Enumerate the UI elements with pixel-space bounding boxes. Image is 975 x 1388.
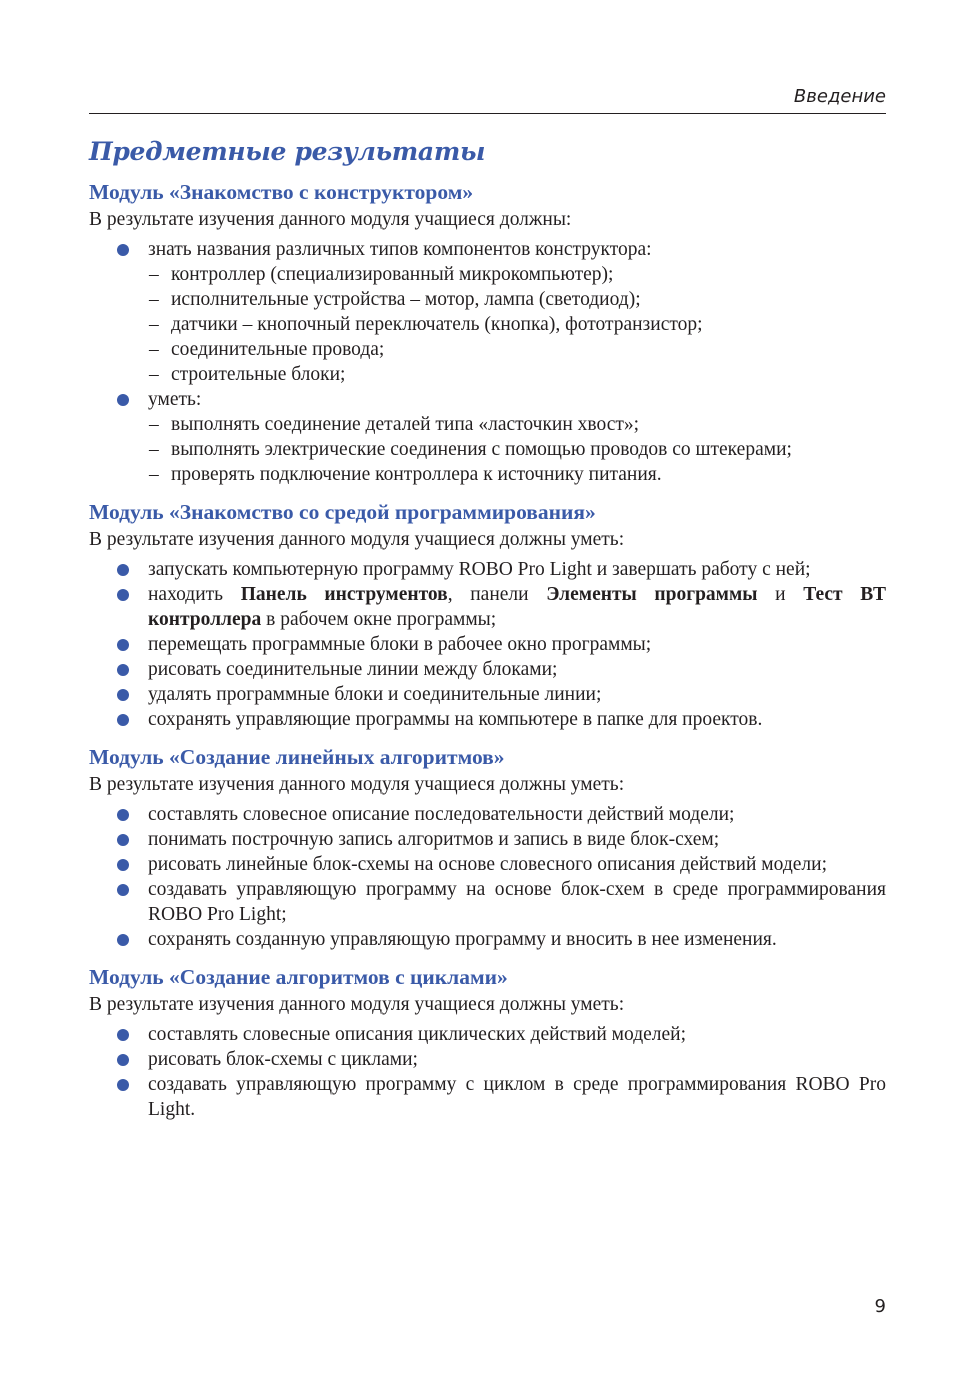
dash-item: – выполнять соединение деталей типа «ласточкин хвост»; [149,414,640,435]
list-item: удалять программные блоки и соединительные линии; [89,682,886,707]
bullet-icon [117,589,129,601]
bullet-icon [117,884,129,896]
module-2 [89,498,886,732]
module-intro: В результате изучения данного модуля учащиеся должны: [89,209,572,230]
dash-icon: – [149,314,159,335]
bullet-icon [117,244,129,256]
list-item: составлять словесное описание последовательности действий модели; [89,802,886,827]
dash-item: – соединительные провода; [149,339,385,360]
dash-item: – строительные блоки; [149,364,346,385]
list-item-text: знать названия различных типов компонентов конструктора: [148,239,652,260]
list-item-text: уметь: [148,389,202,410]
bullet-icon [117,934,129,946]
list-item: находить Панель инструментов, панели Элементы программы и Тест ВТ контроллера в рабочем окне программы; [89,582,886,632]
module-intro: В результате изучения данного модуля учащиеся должны уметь: [89,529,625,550]
bullet-icon [117,1054,129,1066]
dash-item: – датчики – кнопочный переключатель (кнопка), фототранзистор; [149,314,703,335]
dash-icon: – [149,414,159,435]
dash-icon: – [149,364,159,385]
list-item: понимать построчную запись алгоритмов и запись в виде блок-схем; [89,827,886,852]
dash-list [148,412,886,487]
dash-item: – контроллер (специализированный микрокомпьютер); [149,264,614,285]
list-item: создавать управляющую программу на основе блок-схем в среде программирования ROBO Pro Light; [89,877,886,927]
bullet-icon [117,394,129,406]
bullet-icon [117,859,129,871]
list-item: рисовать линейные блок-схемы на основе словесного описания действий модели; [89,852,886,877]
list-item: сохранять созданную управляющую программу и вносить в нее изменения. [89,927,886,952]
bullet-icon [117,564,129,576]
list-item: составлять словесные описания циклических действий моделей; [89,1022,886,1047]
list-item: запускать компьютерную программу ROBO Pro Light и завершать работу с ней; [89,557,886,582]
running-header: Введение [793,86,886,107]
page-content [89,134,886,1133]
dash-item: – исполнительные устройства – мотор, лампа (светодиод); [149,289,641,310]
dash-icon: – [149,439,159,460]
bullet-list [89,1022,886,1122]
dash-icon: – [149,289,159,310]
dash-item: – проверять подключение контроллера к источнику питания. [149,464,662,485]
dash-list [148,262,886,387]
page-number: 9 [874,1296,886,1317]
dash-item: – выполнять электрические соединения с помощью проводов со штекерами; [149,439,792,460]
bullet-icon [117,689,129,701]
header-rule [89,113,886,114]
bullet-icon [117,1029,129,1041]
section-title: Предметные результаты [89,137,486,166]
bullet-list [89,802,886,952]
bullet-icon [117,639,129,651]
module-3 [89,743,886,952]
module-intro: В результате изучения данного модуля учащиеся должны уметь: [89,994,625,1015]
list-item: рисовать блок-схемы с циклами; [89,1047,886,1072]
module-title: Модуль «Знакомство со средой программирования» [89,500,596,524]
bullet-icon [117,664,129,676]
bullet-icon [117,809,129,821]
bullet-list [89,237,886,487]
module-4 [89,963,886,1122]
list-item: создавать управляющую программу с циклом в среде программирования ROBO Pro Light. [89,1072,886,1122]
module-title: Модуль «Создание алгоритмов с циклами» [89,965,508,989]
list-item: рисовать соединительные линии между блоками; [89,657,886,682]
module-intro: В результате изучения данного модуля учащиеся должны уметь: [89,774,625,795]
list-item [89,387,886,487]
list-item [89,237,886,387]
bullet-list [89,557,886,732]
dash-icon: – [149,264,159,285]
list-item: сохранять управляющие программы на компьютере в папке для проектов. [89,707,886,732]
list-item: перемещать программные блоки в рабочее окно программы; [89,632,886,657]
module-title: Модуль «Знакомство с конструктором» [89,180,474,204]
dash-icon: – [149,464,159,485]
bullet-icon [117,834,129,846]
bullet-icon [117,1079,129,1091]
dash-icon: – [149,339,159,360]
module-title: Модуль «Создание линейных алгоритмов» [89,745,505,769]
bullet-icon [117,714,129,726]
module-1 [89,178,886,487]
